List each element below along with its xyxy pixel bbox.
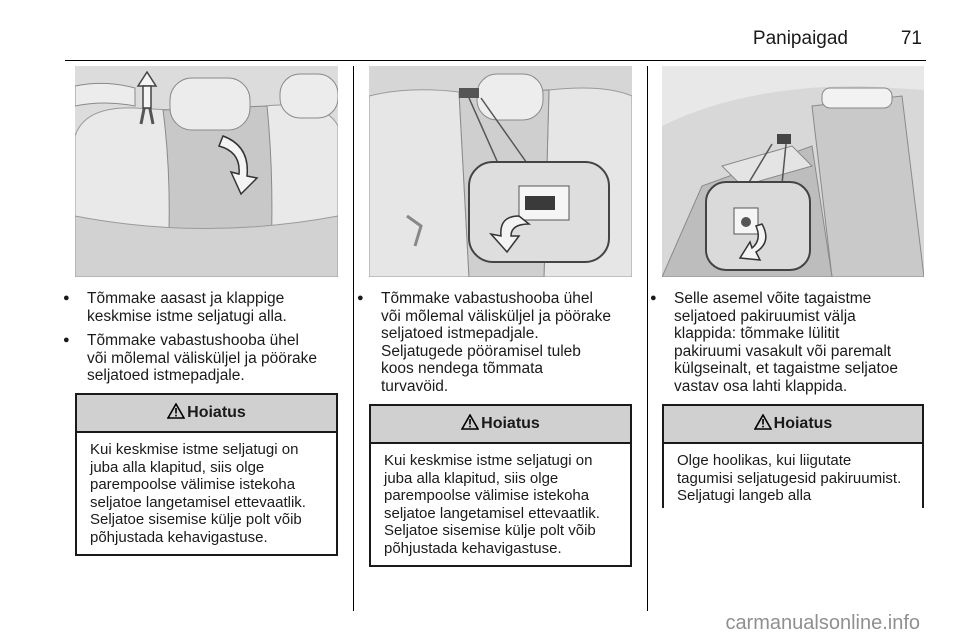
watermark: carmanualsonline.info [725, 612, 920, 634]
warning-box-3 [662, 404, 924, 508]
section-title: Panipaigad [752, 28, 848, 49]
warning-header [371, 406, 630, 444]
column-1-steps [57, 290, 347, 392]
list-item: ● Selle asemel võite tagaistme seljatoed pakiruumist välja klappida: tõmmake lülitit pakiruumi vasakult või paremalt külgseinalt, et tagaistme seljatoe vastav osa lahti klappida. [644, 290, 936, 395]
center-backrest-illustration [75, 66, 338, 277]
figure-release-lever [369, 66, 632, 277]
warning-text: Kui keskmise istme seljatugi on juba alla klapitud, siis olge parempoolse välimise istekoha seljatoe langetamisel ettevaatlik. Seljatoe sisemise külje polt võib põhjustada kehavigastuse. [384, 452, 600, 557]
warning-title: Hoiatus [187, 404, 246, 421]
warning-text: Olge hoolikas, kui liigutate tagumisi seljatugesid pakiruumist. Seljatugi langeb alla [677, 452, 902, 504]
warning-header [77, 395, 336, 433]
warning-box-2 [369, 404, 632, 567]
warning-triangle-icon [754, 414, 772, 435]
page-number: 71 [900, 28, 922, 49]
warning-title: Hoiatus [773, 415, 833, 432]
trunk-lever-illustration [662, 66, 924, 277]
warning-triangle-icon [167, 403, 185, 424]
list-item: ● Tõmmake vabastushooba ühel või mõlemal välisküljel ja pöörake seljatoed istmepadjale. Seljatugede pööramisel tuleb koos nendega tõmmata turvavöid. [351, 290, 641, 395]
column-3-steps [644, 290, 936, 402]
release-lever-illustration [369, 66, 632, 277]
warning-triangle-icon [461, 414, 479, 435]
figure-trunk-lever [662, 66, 924, 277]
figure-center-backrest [75, 66, 338, 277]
header-rule [65, 60, 926, 61]
list-item: ● Tõmmake vabastushooba ühel või mõlemal välisküljel ja pöörake seljatoed istmepadjale. [57, 332, 347, 385]
list-item: ● Tõmmake aasast ja klappige keskmise istme seljatugi alla. [57, 290, 347, 325]
warning-header [664, 406, 922, 444]
column-2-steps [351, 290, 641, 402]
warning-box-1 [75, 393, 338, 556]
warning-text: Kui keskmise istme seljatugi on juba alla klapitud, siis olge parempoolse välimise istekoha seljatoe langetamisel ettevaatlik. Seljatoe sisemise külje polt võib põhjustada kehavigastuse. [90, 441, 306, 546]
warning-title: Hoiatus [481, 415, 540, 432]
page-header [0, 22, 960, 52]
